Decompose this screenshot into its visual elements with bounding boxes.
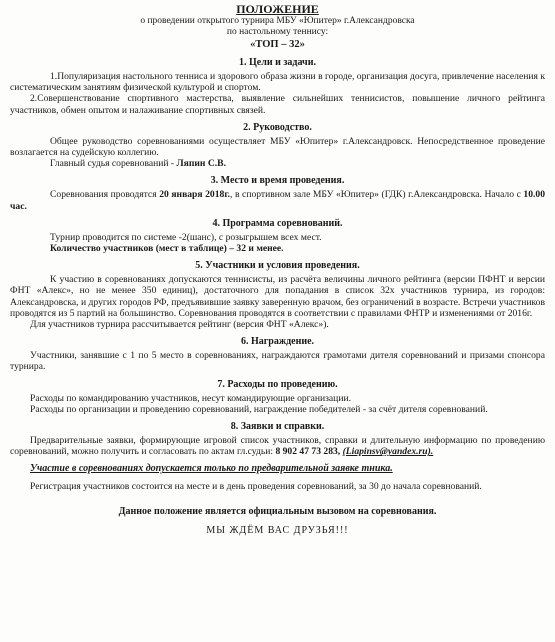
section-7-para-2: Расходы по организации и проведению соревнований, награждение победителей - за счёт дителя соревнований. <box>30 403 488 415</box>
section-3-text-c: , в спортивном зале МБУ «Юпитер» (ГДК) г.Александровска. Начало с <box>230 189 524 201</box>
section-4-heading: 4. Программа соревнований. <box>212 217 343 229</box>
section-6-para-1: Участники, занявшие с 1 по 5 место в соревнованиях, награждаются грамотами дителя соревнований и призами спонсора турнира. <box>10 350 545 373</box>
section-4-para-1: Турнир проводится по системе -2(шанс), с розыгрышем всех мест. <box>50 231 322 243</box>
phone-number: 8 902 47 73 283, <box>275 446 341 458</box>
section-8-para-1 <box>10 435 545 457</box>
section-1-heading: 1. Цели и задачи. <box>239 57 316 68</box>
official-call: Данное положение является официальным вызовом на соревнования. <box>118 505 437 517</box>
event-date: 20 января 2018г. <box>159 189 230 201</box>
registration-notice: Участие в соревнованиях допускается только по предварительной заявке тника. <box>30 463 393 475</box>
section-2-heading: 2. Руководство. <box>243 121 312 133</box>
start-time: 10.00 час. <box>10 189 545 212</box>
section-5-para-2: Для участников турнира рассчитывается рейтинг (версия ФНТ «Алекс»). <box>30 319 329 331</box>
tournament-name: «ТОП – 32» <box>250 39 305 50</box>
chief-judge-label: Главный судья соревнований - <box>50 158 177 170</box>
section-4-para-2: Количество участников (мест в таблице) – 32 и менее. <box>50 243 284 255</box>
section-7-para-1: Расходы по командированию участников, несут командирующие организации. <box>30 392 351 404</box>
subtitle-line-2: по настольному теннису: <box>226 27 329 37</box>
section-1-para-1: 1.Популяризация настольного тенниса и здорового образа жизни в городе, организация досуга, привлечение населения к систематическим занятиям физической культурой и спортом. <box>10 71 545 94</box>
closing-line: МЫ ЖДЁМ ВАС ДРУЗЬЯ!!! <box>206 524 349 536</box>
section-5-para-1: К участию в соревнованиях допускаются теннисисты, из расчёта величины личного рейтинга (версии ПФНТ и версии ФНТ «Алекс», но не менее 350 единиц), достаточного для попадания в список 32х участников турнира, из городов: Александровска, и других городов РФ, предъявившие заявку заверенную врачом, без ограничений в возрасте. Встречи участников проводятся из 5 партий на большинство. Соревнования проводятся в соответствии с правилами ФНТР и изменениями от 2016г. <box>10 274 545 319</box>
document-page <box>0 2 555 642</box>
section-3-para-1 <box>10 189 545 211</box>
chief-judge-name: Ляпин С.В. <box>176 158 226 170</box>
section-8-text: Предварительные заявки, формирующие игровой список участников, справки и длительную информацию по проведению соревнований, можно получить и согласовать по актам гл.судьи: <box>10 435 545 458</box>
section-6-heading: 6. Награждение. <box>240 336 315 348</box>
section-3-text-a: Соревнования проводятся <box>50 189 160 201</box>
section-8-notice <box>10 463 545 474</box>
section-3-heading: 3. Место и время проведения. <box>210 175 345 187</box>
section-8-heading: 8. Заявки и справки. <box>230 421 325 433</box>
section-7-heading: 7. Расходы по проведению. <box>217 378 338 390</box>
section-5-heading: 5. Участники и условия проведения. <box>195 260 360 272</box>
document-title: ПОЛОЖЕНИЕ <box>236 2 319 16</box>
section-2-para-2 <box>10 158 545 169</box>
email-address: (Liapinsv@yandex.ru). <box>342 446 434 458</box>
section-2-para-1: Общее руководство соревнованиями осуществляет МБУ «Юпитер» г.Александровск. Непосредственное проведение возлагается на судейскую коллегию. <box>10 135 545 159</box>
subtitle-line-1: о проведении открытого турнира МБУ «Юпитер» г.Александровска <box>140 16 415 26</box>
section-1-para-2: 2.Совершенствование спортивного мастерства, выявление сильнейших теннисистов, повышение личного рейтинга участников, обмен опытом и налаживание спортивных связей. <box>10 93 545 116</box>
section-8-para-2: Регистрация участников состоится на месте и в день проведения соревнований, за 30 до начала соревнований. <box>30 480 482 492</box>
